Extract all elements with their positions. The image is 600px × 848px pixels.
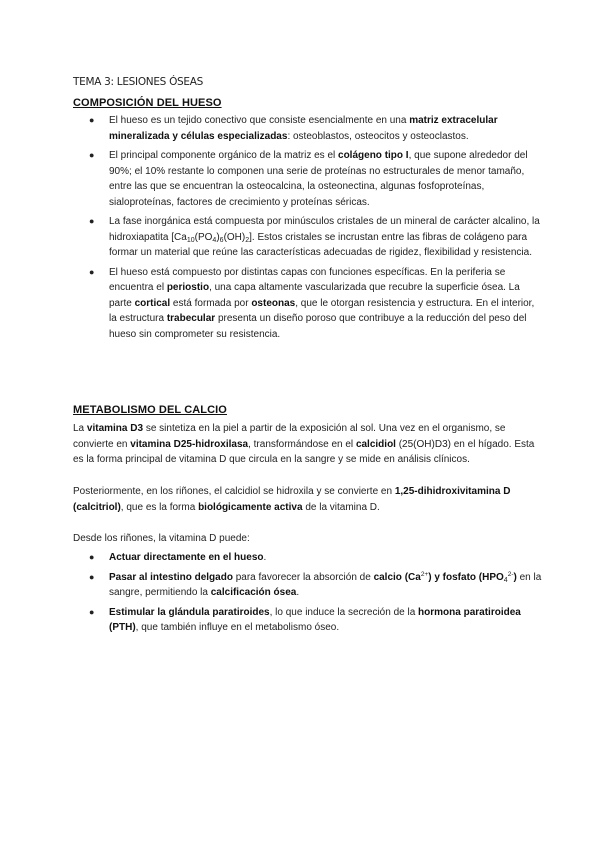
text-segment: está formada por [170, 297, 252, 309]
bold-term: Estimular la glándula paratiroides [109, 606, 270, 618]
text-segment: , una capa altamente vascularizada que recubre la superficie ósea. La parte [109, 282, 520, 309]
bold-term: cortical [134, 297, 171, 309]
bold-term: trabecular [166, 313, 216, 324]
bold-term: ) y fosfato (HPO [428, 571, 504, 583]
text-segment: , que le otorgan resistencia y estructura. En el interior, la estructura [109, 297, 535, 324]
bold-term: vitamina D25-hidroxilasa [130, 438, 249, 450]
topic-title: TEMA 3: LESIONES ÓSEAS [73, 76, 203, 88]
list-item [73, 570, 543, 601]
text-segment: . [296, 587, 300, 598]
superscript: 2- [507, 570, 514, 578]
text-segment: presenta un diseño poroso que contribuye a la reducción del peso del hueso sin comprometer su resistencia. [109, 313, 527, 340]
section-heading-composicion: COMPOSICIÓN DEL HUESO [73, 97, 222, 109]
subscript: 4 [212, 236, 217, 244]
bold-term: Actuar directamente en el hueso [109, 552, 264, 563]
bold-term: 1,25-dihidroxivitamina D (calcitriol) [73, 486, 511, 513]
text-segment: se sintetiza en la piel a partir de la exposición al sol. Una vez en el organismo, se convierte en [73, 423, 506, 450]
text-segment: (PO [194, 231, 213, 243]
list-item [73, 605, 543, 636]
list-item [73, 550, 543, 566]
text-segment: , que es la forma [120, 501, 199, 513]
text-segment: : osteoblastos, osteocitos y osteoclastos. [287, 130, 469, 142]
bullet-icon: ● [89, 606, 95, 617]
superscript: 2+ [420, 570, 429, 578]
text-segment: . [263, 552, 267, 563]
text-segment: El hueso es un tejido conectivo que consiste esencialmente en una [109, 115, 410, 126]
subscript: 10 [186, 236, 195, 244]
text-segment: (OH) [223, 231, 246, 243]
bold-term: colágeno tipo I [338, 150, 409, 161]
subscript: 4 [503, 576, 508, 584]
bullet-icon: ● [89, 216, 95, 226]
bold-term: Pasar al intestino delgado [109, 571, 233, 583]
text-segment: ) [216, 231, 220, 243]
bold-term: biológicamente activa [198, 501, 303, 513]
bold-term: periostio [166, 282, 210, 293]
bold-term: vitamina D3 [86, 423, 144, 434]
text-segment: para favorecer la absorción de [232, 571, 374, 583]
text-segment: , que supone alrededor del 90%; el 10% restante lo componen una serie de proteínas no estructurales de menor tamaño, entre las que se encuentran la osteocalcina, la osteonectina, algunas fosfoproteínas, sialoproteínas, factores de crecimiento y proteínas séricas. [109, 150, 528, 208]
text-segment: El hueso está compuesto por distintas capas con funciones específicas. En la periferia se encuentra el [109, 266, 506, 293]
text-segment: , que también influye en el metabolismo óseo. [135, 622, 340, 633]
bold-term: matriz extracelular mineralizada y células especializadas [109, 115, 498, 142]
bold-term: ) [513, 571, 517, 583]
text-segment: , transformándose en el [248, 438, 356, 450]
bullet-icon: ● [89, 115, 95, 125]
paragraph-intro-list: Desde los riñones, la vitamina D puede: [73, 533, 250, 544]
bullet-icon: ● [89, 571, 95, 582]
subscript: 6 [219, 236, 224, 244]
paragraph-calcitriol [73, 484, 543, 515]
vitamin-d-bullet-list [73, 550, 543, 640]
text-segment: , lo que induce la secreción de la [269, 606, 419, 618]
list-item [73, 214, 543, 261]
bold-term: osteonas [251, 297, 296, 309]
bold-term: calcidiol [355, 438, 396, 450]
text-segment: La fase inorgánica está compuesta por minúsculos cristales de un mineral de carácter alcalino, la hidroxiapatita [Ca [109, 216, 540, 243]
list-item [73, 265, 543, 343]
paragraph-vitamina-d3 [73, 421, 543, 468]
list-item [73, 148, 543, 210]
subscript: 2 [245, 236, 250, 244]
bold-term: calcio (Ca [373, 571, 421, 583]
bullet-icon: ● [89, 266, 95, 277]
composition-bullet-list [73, 113, 543, 346]
text-segment: ]. Estos cristales se incrustan entre las fibras de colágeno para formar un material que reúne las características adecuadas de rigidez, flexibilidad y resistencia. [109, 231, 532, 258]
text-segment: Posteriormente, en los riñones, el calcidiol se hidroxila y se convierte en [73, 486, 395, 497]
bullet-icon: ● [89, 552, 95, 562]
text-segment: El principal componente orgánico de la matriz es el [109, 150, 339, 161]
text-segment: (25(OH)D3) en el hígado. Esta es la forma principal de vitamina D que circula en la sangre y se mide en análisis clínicos. [73, 438, 535, 465]
bold-term: hormona paratiroidea (PTH) [109, 606, 521, 633]
bold-term: calcificación ósea [210, 587, 297, 598]
section-heading-metabolismo: METABOLISMO DEL CALCIO [73, 404, 227, 416]
list-item [73, 113, 543, 144]
text-segment: en la sangre, permitiendo la [109, 571, 542, 598]
text-segment: de la vitamina D. [302, 501, 380, 513]
bullet-icon: ● [89, 150, 95, 160]
text-segment: La [73, 423, 87, 434]
